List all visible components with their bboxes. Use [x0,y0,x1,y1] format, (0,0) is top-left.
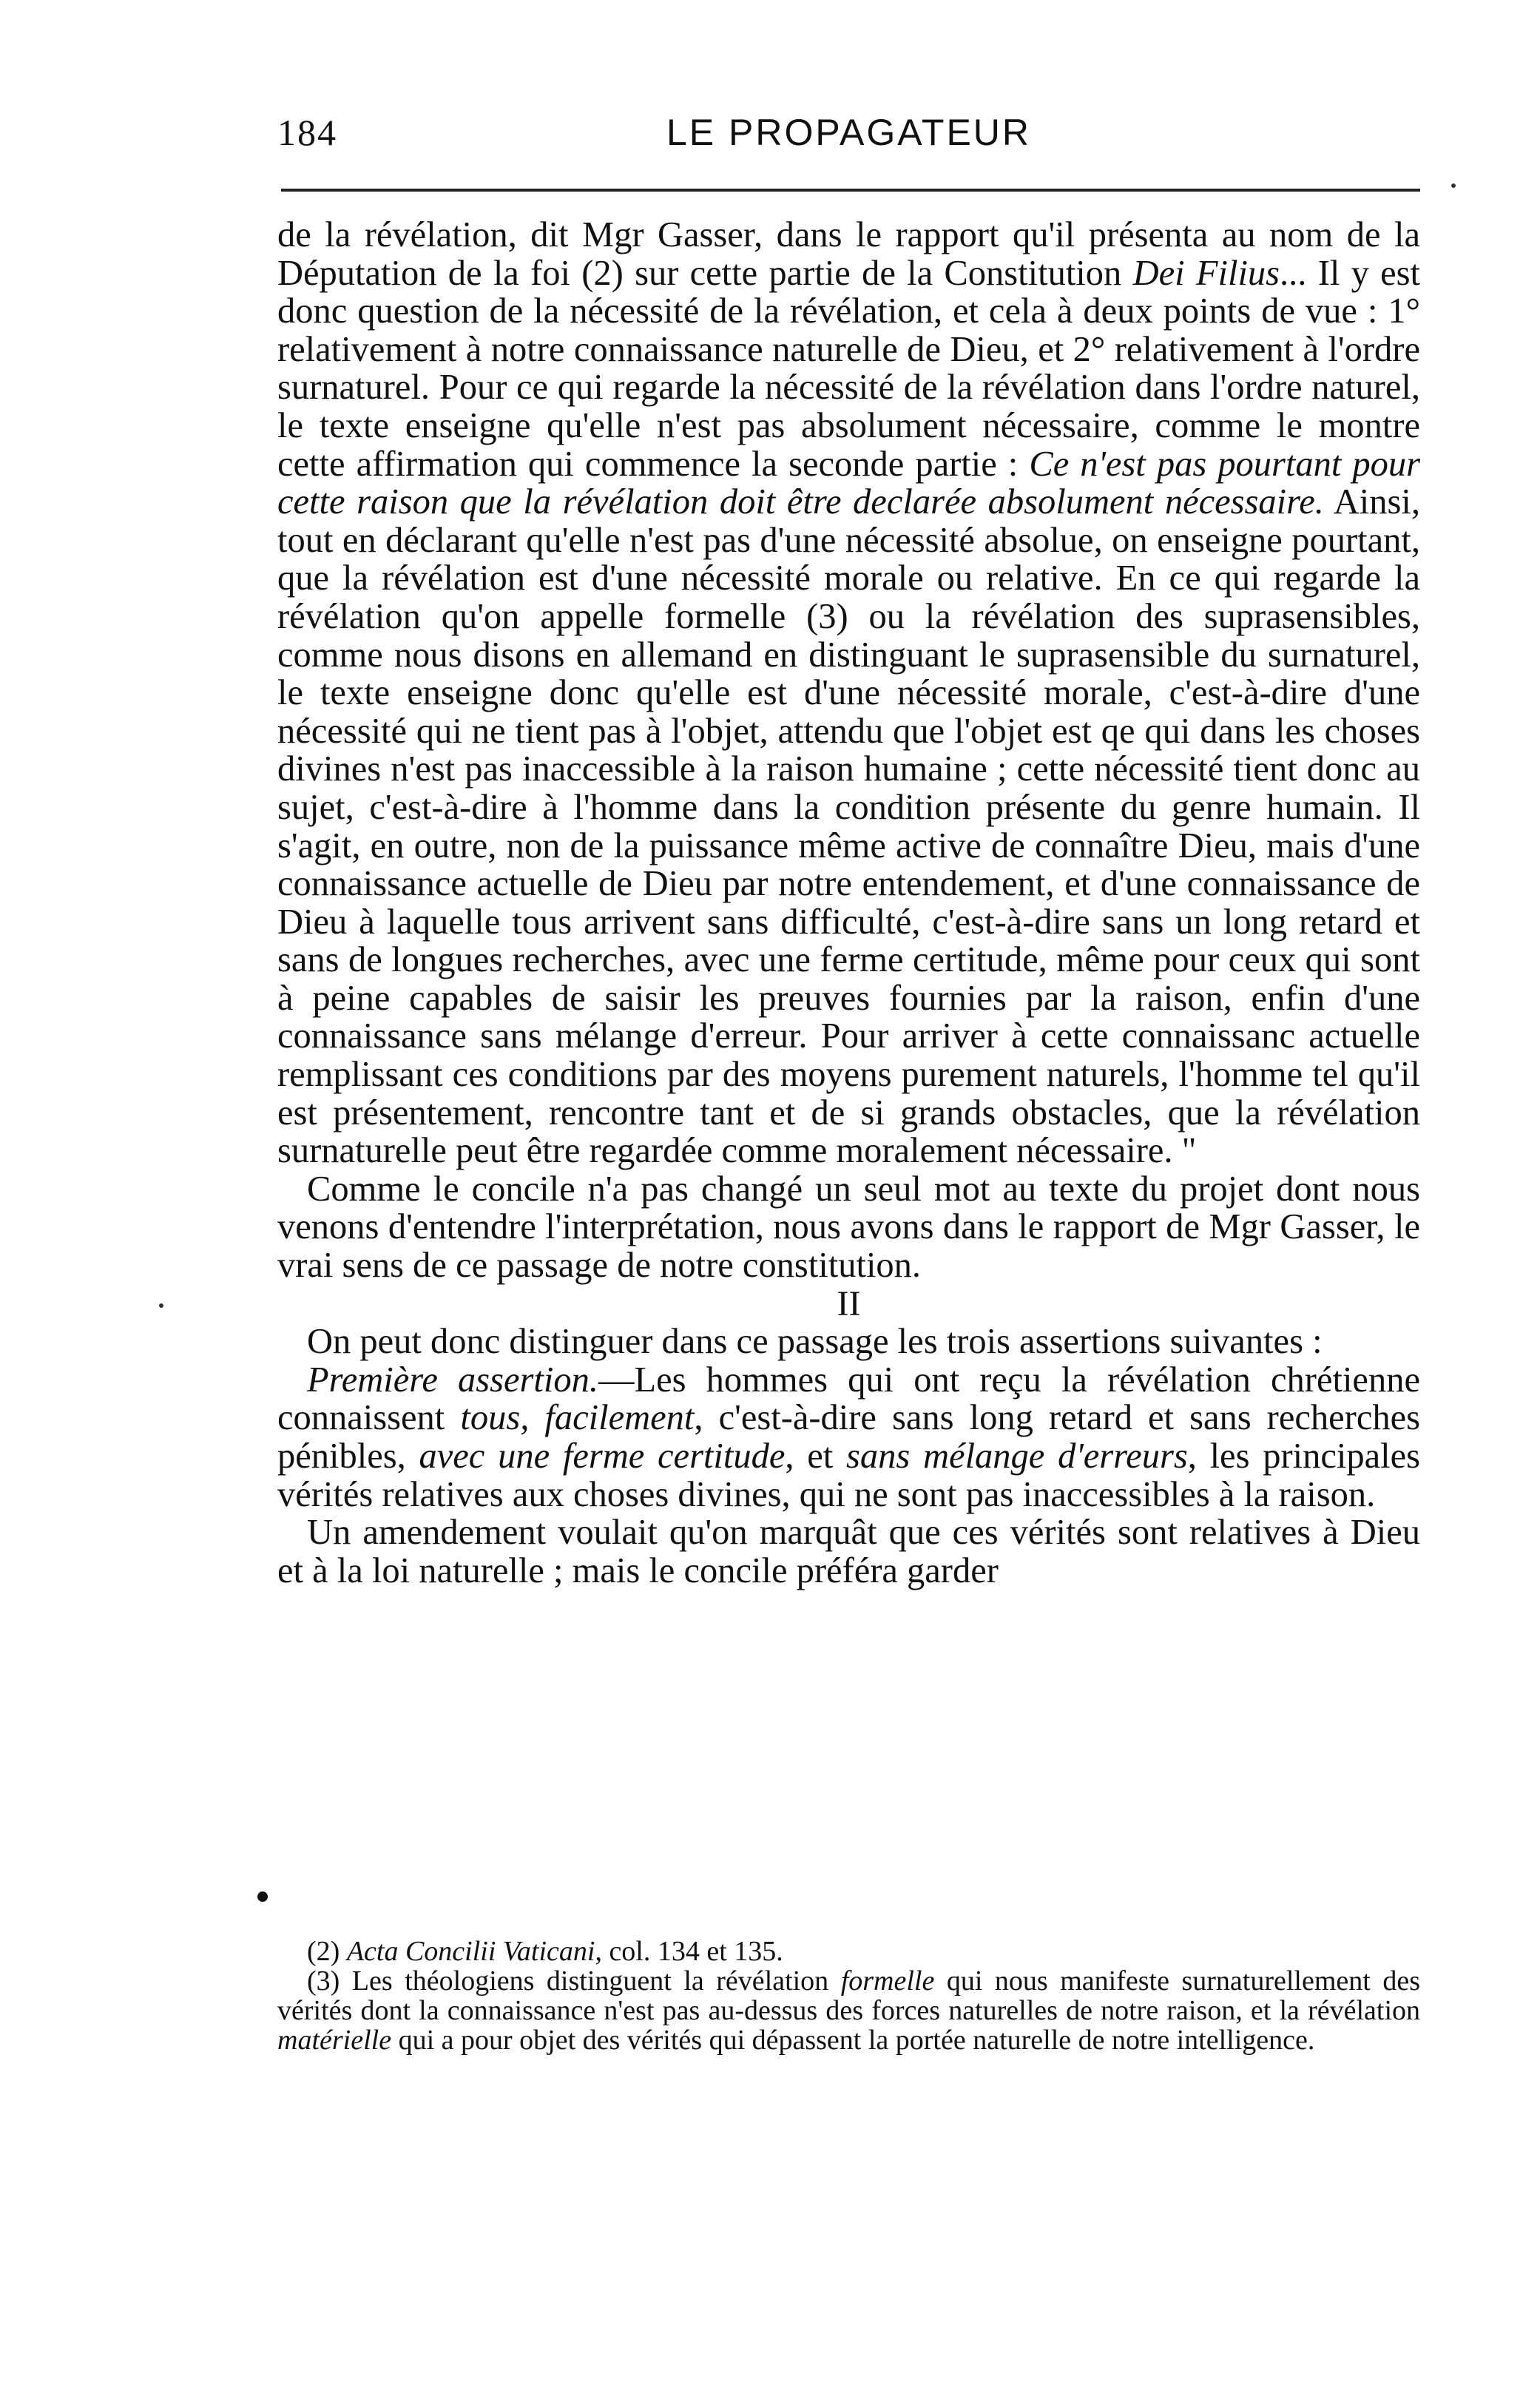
margin-mark [1451,183,1456,188]
footnotes [277,1937,1420,2055]
paragraph-5: Un amendement voulait qu'on marquât que ces vérités sont relatives à Dieu et à la loi naturelle ; mais le concile préféra garder [277,1513,1420,1590]
margin-dot [257,1891,268,1902]
running-title: LE PROPAGATEUR [666,112,1032,153]
header-rule [281,189,1420,192]
footnote-2: (2) Acta Concilii Vaticani, col. 134 et 135. [307,1936,783,1967]
margin-mark [159,1303,163,1308]
paragraph-4: Première assertion.—Les hommes qui ont reçu la révélation chrétienne connaissent tous, facilement, c'est-à-dire sans long retard et sans recherches pénibles, avec une ferme certitude, et sans mélange d'erreurs, les principales vérités relatives aux choses divines, qui ne sont pas inaccessibles à la raison. [277,1360,1420,1514]
paragraph-1: de la révélation, dit Mgr Gasser, dans le rapport qu'il présenta au nom de la Députation de la foi (2) sur cette partie de la Constitution Dei Filius... Il y est donc question de la nécessité de la révélation, et cela à deux points de vue : 1° relativement à notre connaissance naturelle de Dieu, et 2° relativement à l'ordre surnaturel. Pour ce qui regarde la nécessité de la révélation dans l'ordre naturel, le texte enseigne qu'elle n'est pas absolument nécessaire, comme le montre cette affirmation qui commence la seconde partie : Ce n'est pas pourtant pour cette raison que la révélation doit être declarée absolument nécessaire. Ainsi, tout en déclarant qu'elle n'est pas d'une nécessité absolue, on enseigne pourtant, que la révélation est d'une nécessité morale ou relative. En ce qui regarde la révélation qu'on appelle formelle (3) ou la révélation des suprasensibles, comme nous disons en allemand en distinguant le suprasensible du surnaturel, le texte enseigne donc qu'elle est d'une nécessité morale, c'est-à-dire d'une nécessité qui ne tient pas à l'objet, attendu que l'objet est qe qui dans les choses divines n'est pas inaccessible à la raison humaine ; cette nécessité tient donc au sujet, c'est-à-dire à l'homme dans la condition présente du genre humain. Il s'agit, en outre, non de la puissance même active de connaître Dieu, mais d'une connaissance actuelle de Dieu par notre entendement, et d'une connaissance de Dieu à laquelle tous arrivent sans difficulté, c'est-à-dire sans un long retard et sans de longues recherches, avec une ferme certitude, même pour ceux qui sont à peine capables de saisir les preuves fournies par la raison, enfin d'une connaissance sans mélange d'erreur. Pour arriver à cette connaissanc actuelle remplissant ces conditions par des moyens purement naturels, l'homme tel qu'il est présentement, rencontre tant et de si grands obstacles, que la révélation surnaturelle peut être regardée comme moralement nécessaire. " [277,215,1420,1171]
page-header [277,111,1420,163]
footnote-3: (3) Les théologiens distinguent la révélation formelle qui nous manifeste surnaturellement des vérités dont la connaissance n'est pas au-dessus des forces naturelles de notre raison, et la révélation matérielle qui a pour objet des vérités qui dépassent la portée naturelle de notre intelligence. [277,1965,1420,2056]
paragraph-3: On peut donc distinguer dans ce passage les trois assertions suivantes : [307,1322,1323,1362]
main-text [277,216,1420,1590]
page-number: 184 [277,112,337,153]
section-numeral: II [837,1283,861,1323]
paragraph-2: Comme le concile n'a pas changé un seul mot au texte du projet dont nous venons d'entendre l'interprétation, nous avons dans le rapport de Mgr Gasser, le vrai sens de ce passage de notre constitution. [277,1169,1420,1286]
